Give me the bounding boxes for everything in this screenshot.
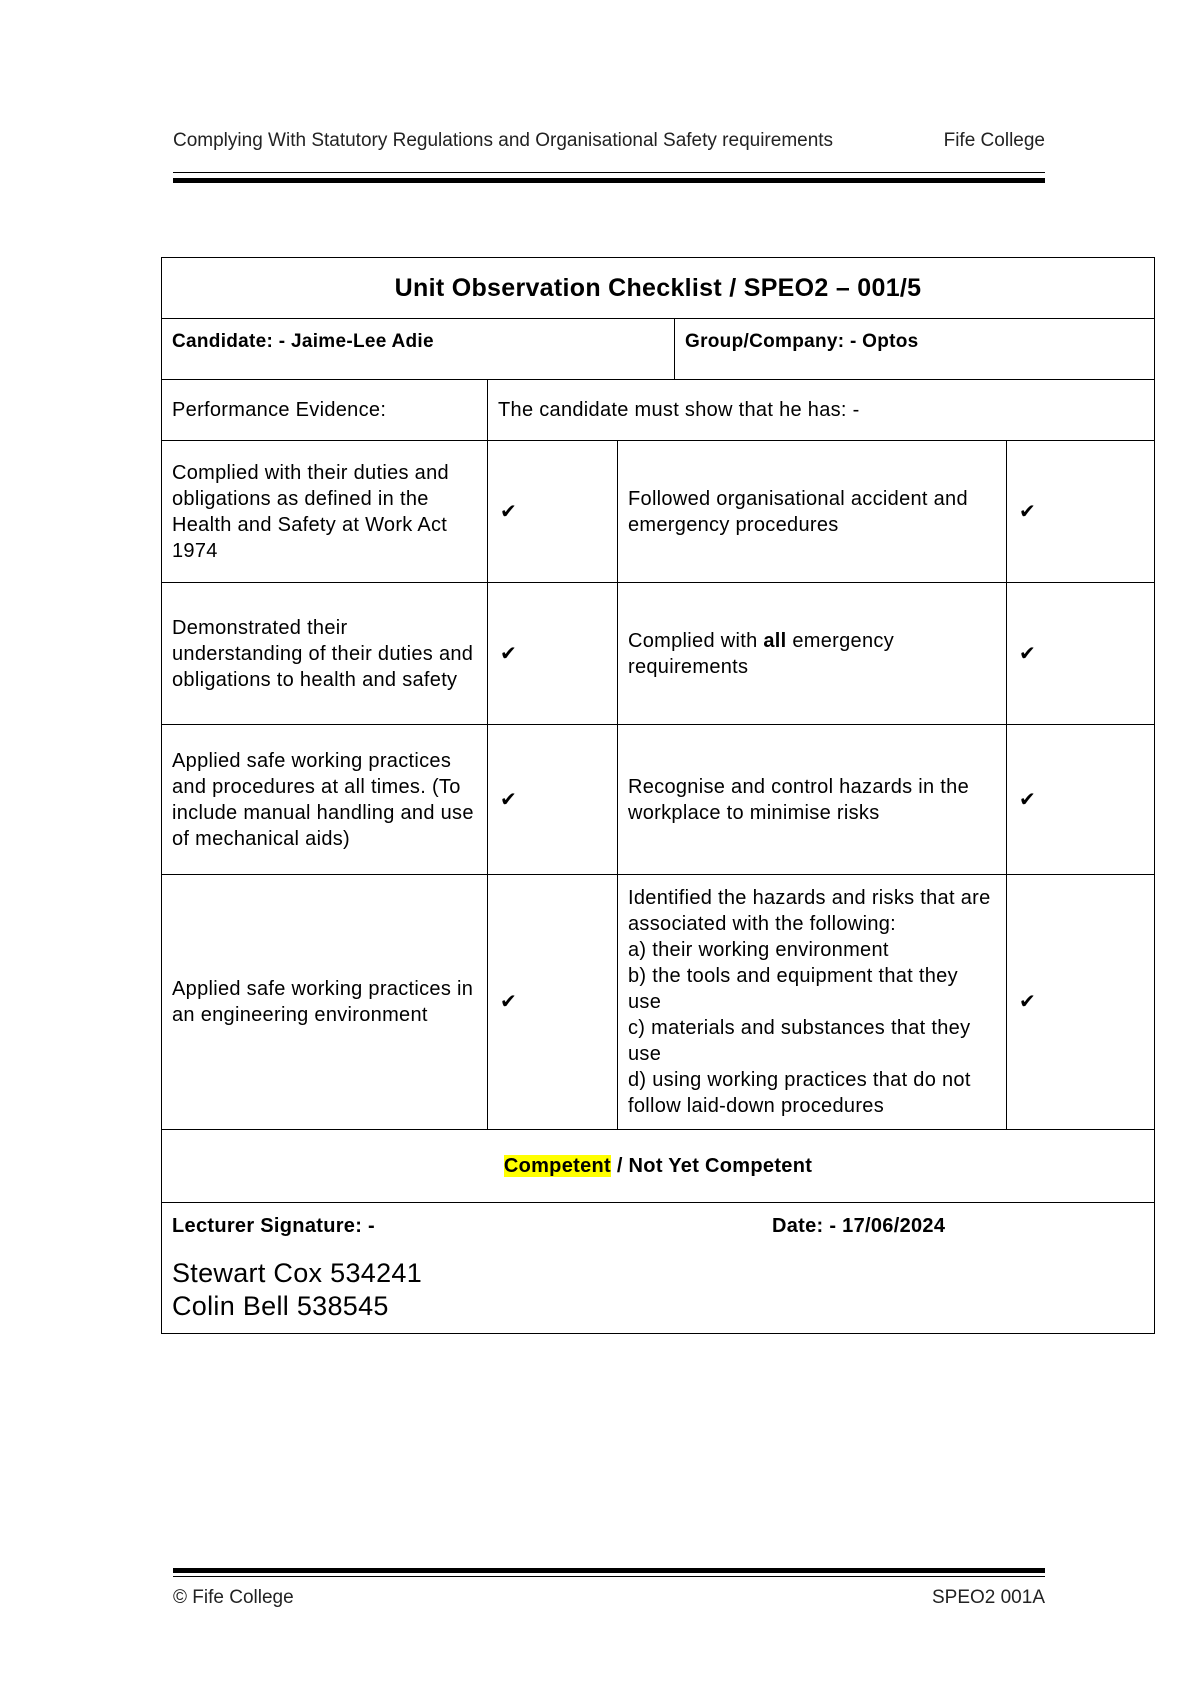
- criterion-right-2-pre: Complied with: [628, 629, 764, 652]
- header-org: Fife College: [943, 130, 1045, 151]
- checkmark-icon: ✔: [488, 725, 618, 875]
- checklist-title: Unit Observation Checklist / SPEO2 – 001/5: [162, 258, 1155, 319]
- criterion-right-2-emphasis: all: [763, 629, 787, 652]
- footer-code: SPEO2 001A: [931, 1587, 1045, 1608]
- footer-copyright: © Fife College: [173, 1587, 294, 1608]
- criterion-right-4-line: a) their working environment: [628, 939, 889, 961]
- checkmark-icon: ✔: [1007, 725, 1155, 875]
- criterion-left-2: Demonstrated their understanding of their duties and obligations to health and safety: [162, 583, 488, 725]
- signature-block: [162, 1203, 1155, 1334]
- page-footer: [173, 1587, 1045, 1609]
- candidate-field: Candidate: - Jaime-Lee Adie: [162, 319, 675, 380]
- performance-intro: The candidate must show that he has: -: [488, 380, 1155, 441]
- checkmark-icon: ✔: [1007, 583, 1155, 725]
- criterion-left-1: Complied with their duties and obligations as defined in the Health and Safety at Work Act 1974: [162, 441, 488, 583]
- footer-divider-thick: [173, 1568, 1045, 1573]
- criterion-right-2-post: emergency requirements: [628, 629, 895, 678]
- criterion-right-4-line: b) the tools and equipment that they use: [628, 965, 958, 1013]
- criterion-right-2: [618, 583, 1007, 725]
- criterion-right-4-line: Identified the hazards and risks that are associated with the following:: [628, 887, 991, 935]
- criterion-right-4-line: d) using working practices that do not follow laid-down procedures: [628, 1069, 971, 1117]
- criterion-right-4-line: c) materials and substances that they use: [628, 1017, 971, 1065]
- competent-highlight: Competent: [503, 1155, 611, 1177]
- lecturer-signature-label: Lecturer Signature: -: [172, 1215, 375, 1237]
- criterion-left-4: Applied safe working practices in an engineering environment: [162, 875, 488, 1130]
- page-header: [173, 130, 1045, 152]
- group-company-field: Group/Company: - Optos: [675, 319, 1155, 380]
- header-divider-thin: [173, 172, 1045, 173]
- criterion-left-3: Applied safe working practices and procedures at all times. (To include manual handling and use of mechanical aids): [162, 725, 488, 875]
- competency-outcome: [162, 1130, 1155, 1203]
- checkmark-icon: ✔: [488, 583, 618, 725]
- criterion-right-4: [618, 875, 1007, 1130]
- checkmark-icon: ✔: [1007, 441, 1155, 583]
- signatory-name: Colin Bell 538545: [172, 1291, 389, 1321]
- checkmark-icon: ✔: [1007, 875, 1155, 1130]
- header-divider-thick: [173, 178, 1045, 183]
- date-field: Date: - 17/06/2024: [772, 1215, 946, 1237]
- criterion-right-3: Recognise and control hazards in the workplace to minimise risks: [618, 725, 1007, 875]
- checkmark-icon: ✔: [488, 441, 618, 583]
- observation-checklist-table: [161, 257, 1155, 1334]
- criterion-right-1: Followed organisational accident and emergency procedures: [618, 441, 1007, 583]
- signatory-name: Stewart Cox 534241: [172, 1258, 423, 1288]
- header-title: Complying With Statutory Regulations and Organisational Safety requirements: [173, 130, 834, 151]
- performance-evidence-label: Performance Evidence:: [162, 380, 488, 441]
- footer-divider-thin: [173, 1576, 1045, 1577]
- not-yet-competent-text: / Not Yet Competent: [610, 1155, 813, 1177]
- checkmark-icon: ✔: [488, 875, 618, 1130]
